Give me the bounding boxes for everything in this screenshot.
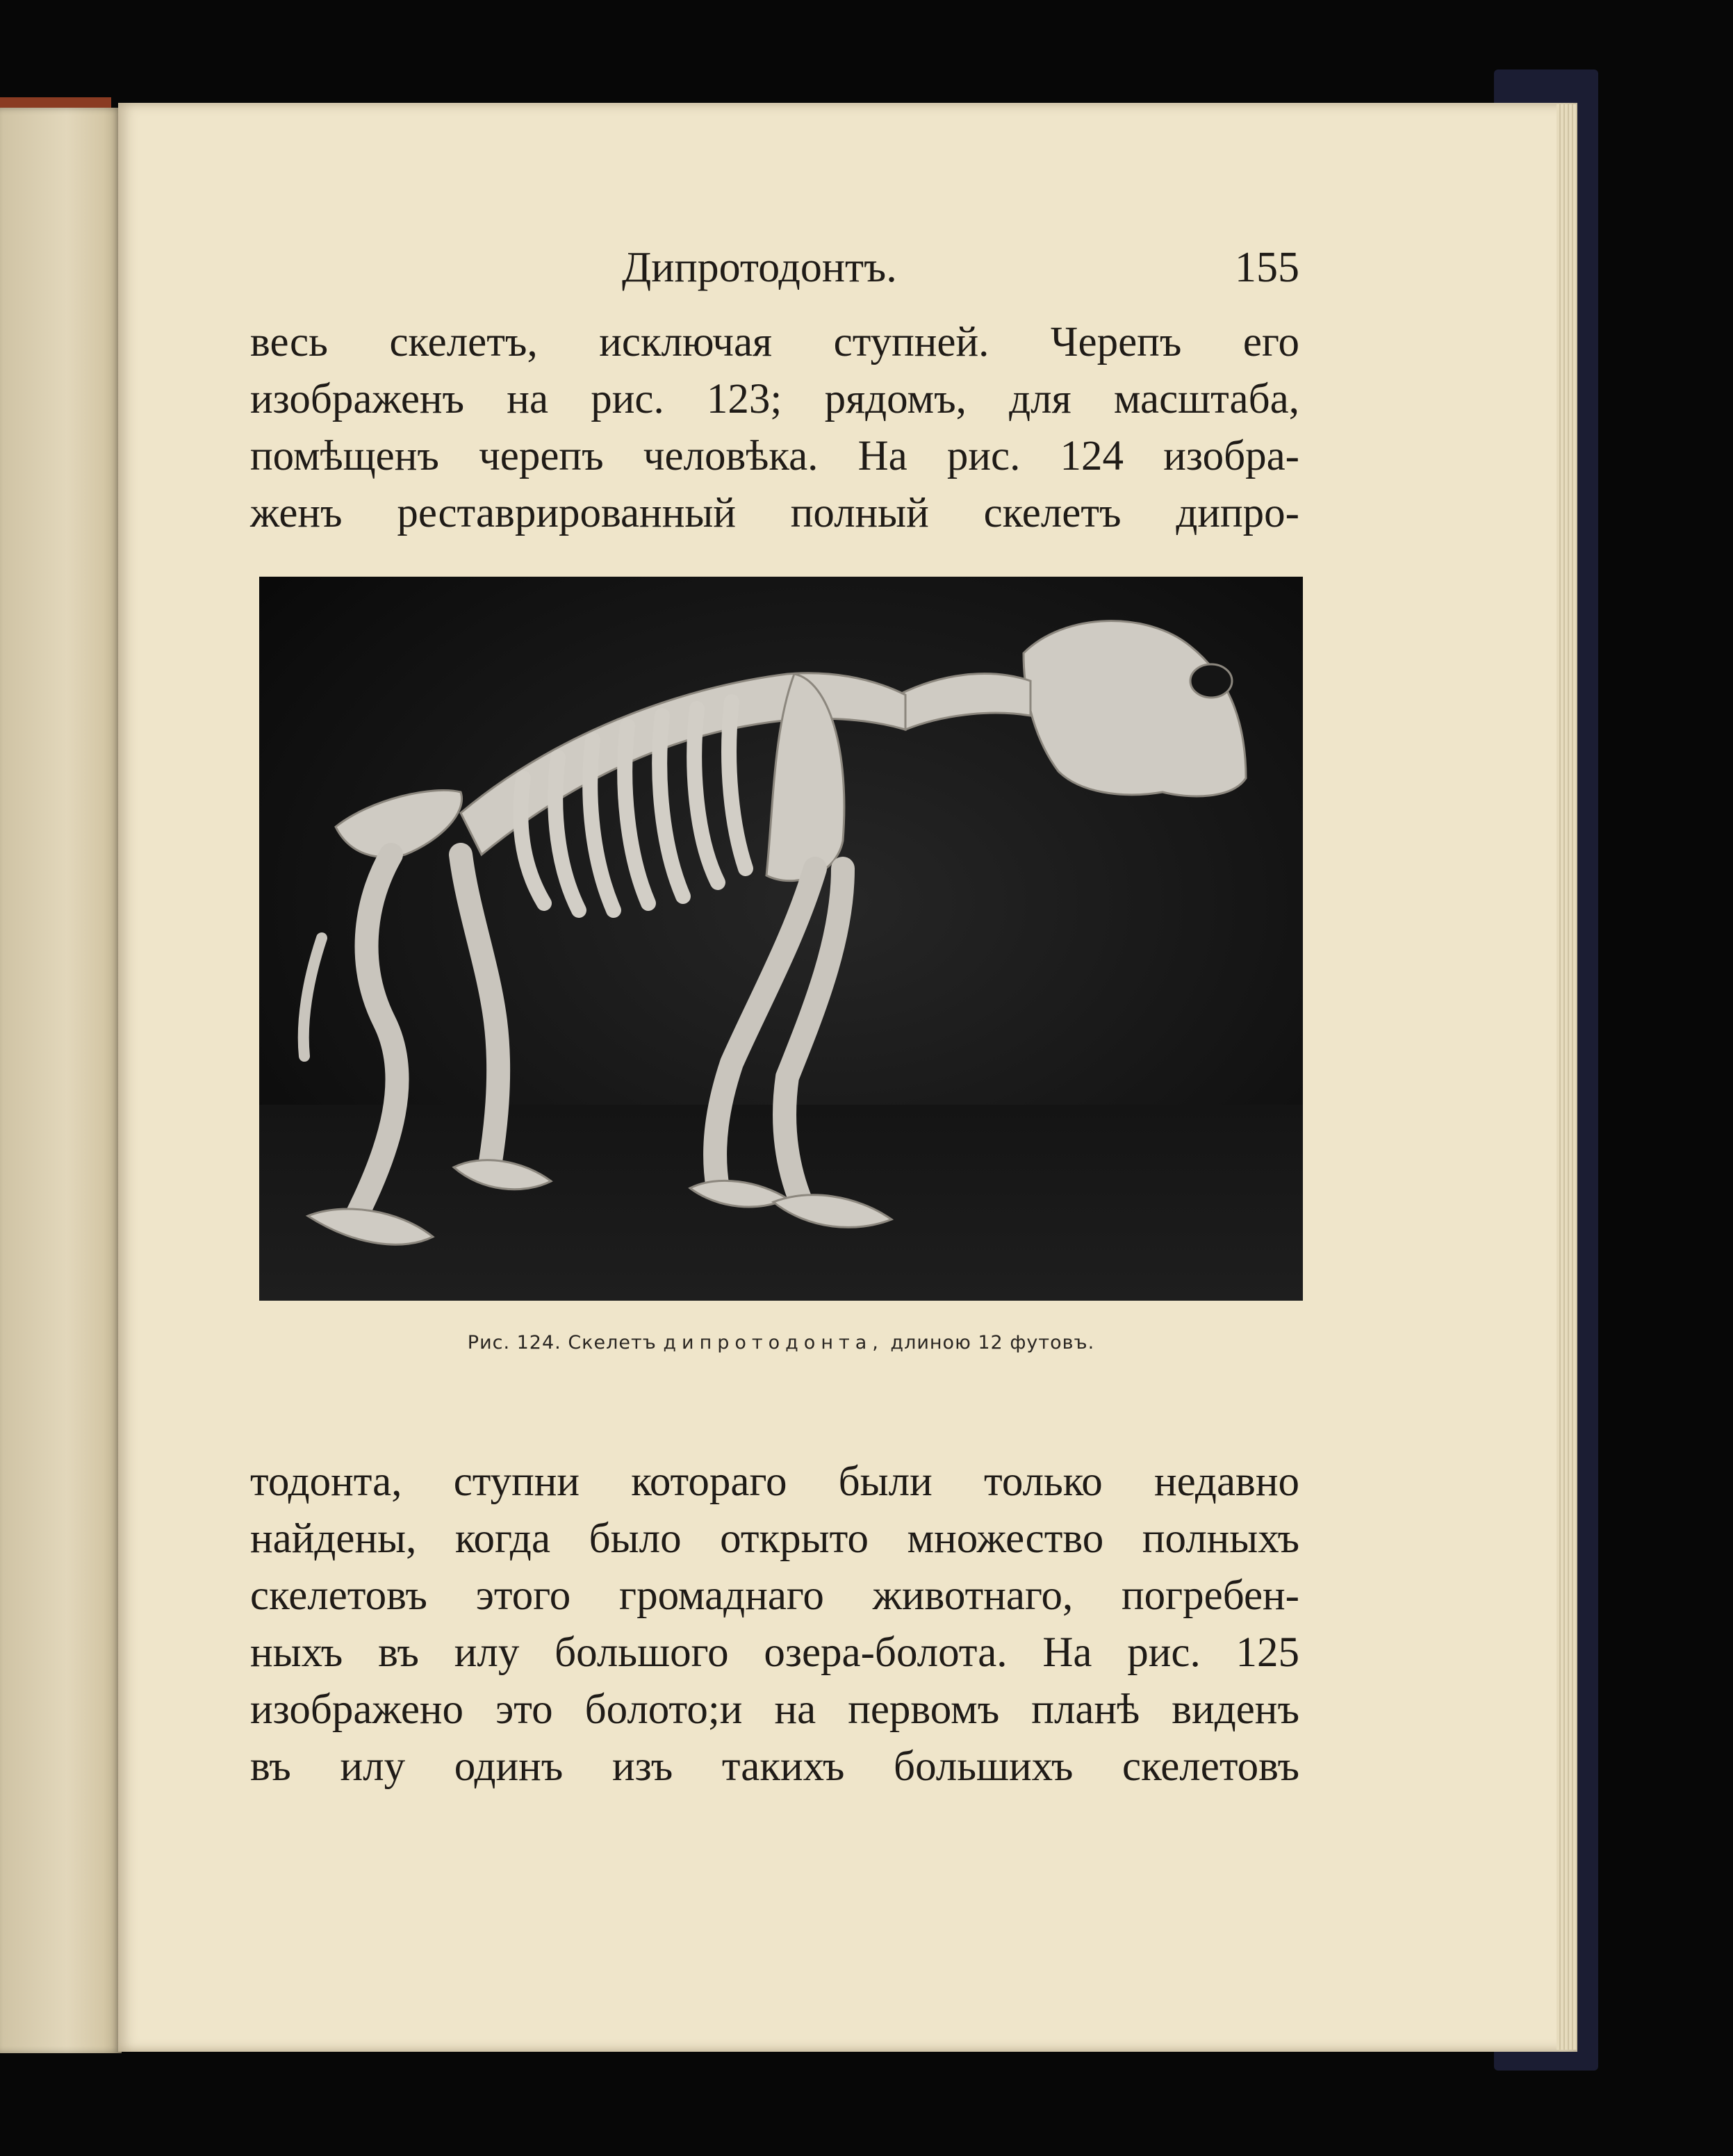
caption-suffix: длиною 12 футовъ. [890, 1332, 1095, 1353]
page-number: 155 [1235, 244, 1299, 291]
text-line: найдены, когда было открыто множество полныхъ [250, 1515, 1299, 1562]
paragraph-bottom [250, 1454, 1299, 1795]
text-line: изображенъ на рис. 123; рядомъ, для масштаба, [250, 376, 1299, 422]
page-stack-edge [1557, 104, 1577, 2050]
text-line: женъ реставрированный полный скелетъ дипро- [250, 490, 1299, 536]
text-line: тодонта, ступни котораго были только недавно [250, 1458, 1299, 1505]
text-line: помѣщенъ черепъ человѣка. На рис. 124 изобра- [250, 433, 1299, 479]
text-line: весь скелетъ, исключая ступней. Черепъ его [250, 319, 1299, 365]
skeleton-illustration [259, 577, 1303, 1301]
paragraph-top [250, 314, 1299, 542]
text-line: скелетовъ этого громаднаго животнаго, погребен- [250, 1572, 1299, 1619]
text-line: въ илу одинъ изъ такихъ большихъ скелетовъ [250, 1743, 1299, 1790]
caption-prefix: Рис. 124. Скелетъ [467, 1332, 657, 1353]
running-header [250, 240, 1299, 295]
skeleton-photograph [259, 577, 1303, 1301]
caption-spaced: дипротодонта, [663, 1332, 884, 1353]
running-title: Дипротодонтъ. [622, 244, 897, 291]
figure-caption [259, 1332, 1303, 1353]
text-line: изображено это болото;и на первомъ планѣ виденъ [250, 1686, 1299, 1733]
left-page [0, 108, 122, 2053]
text-line: ныхъ въ илу большого озера-болота. На рис. 125 [250, 1629, 1299, 1676]
